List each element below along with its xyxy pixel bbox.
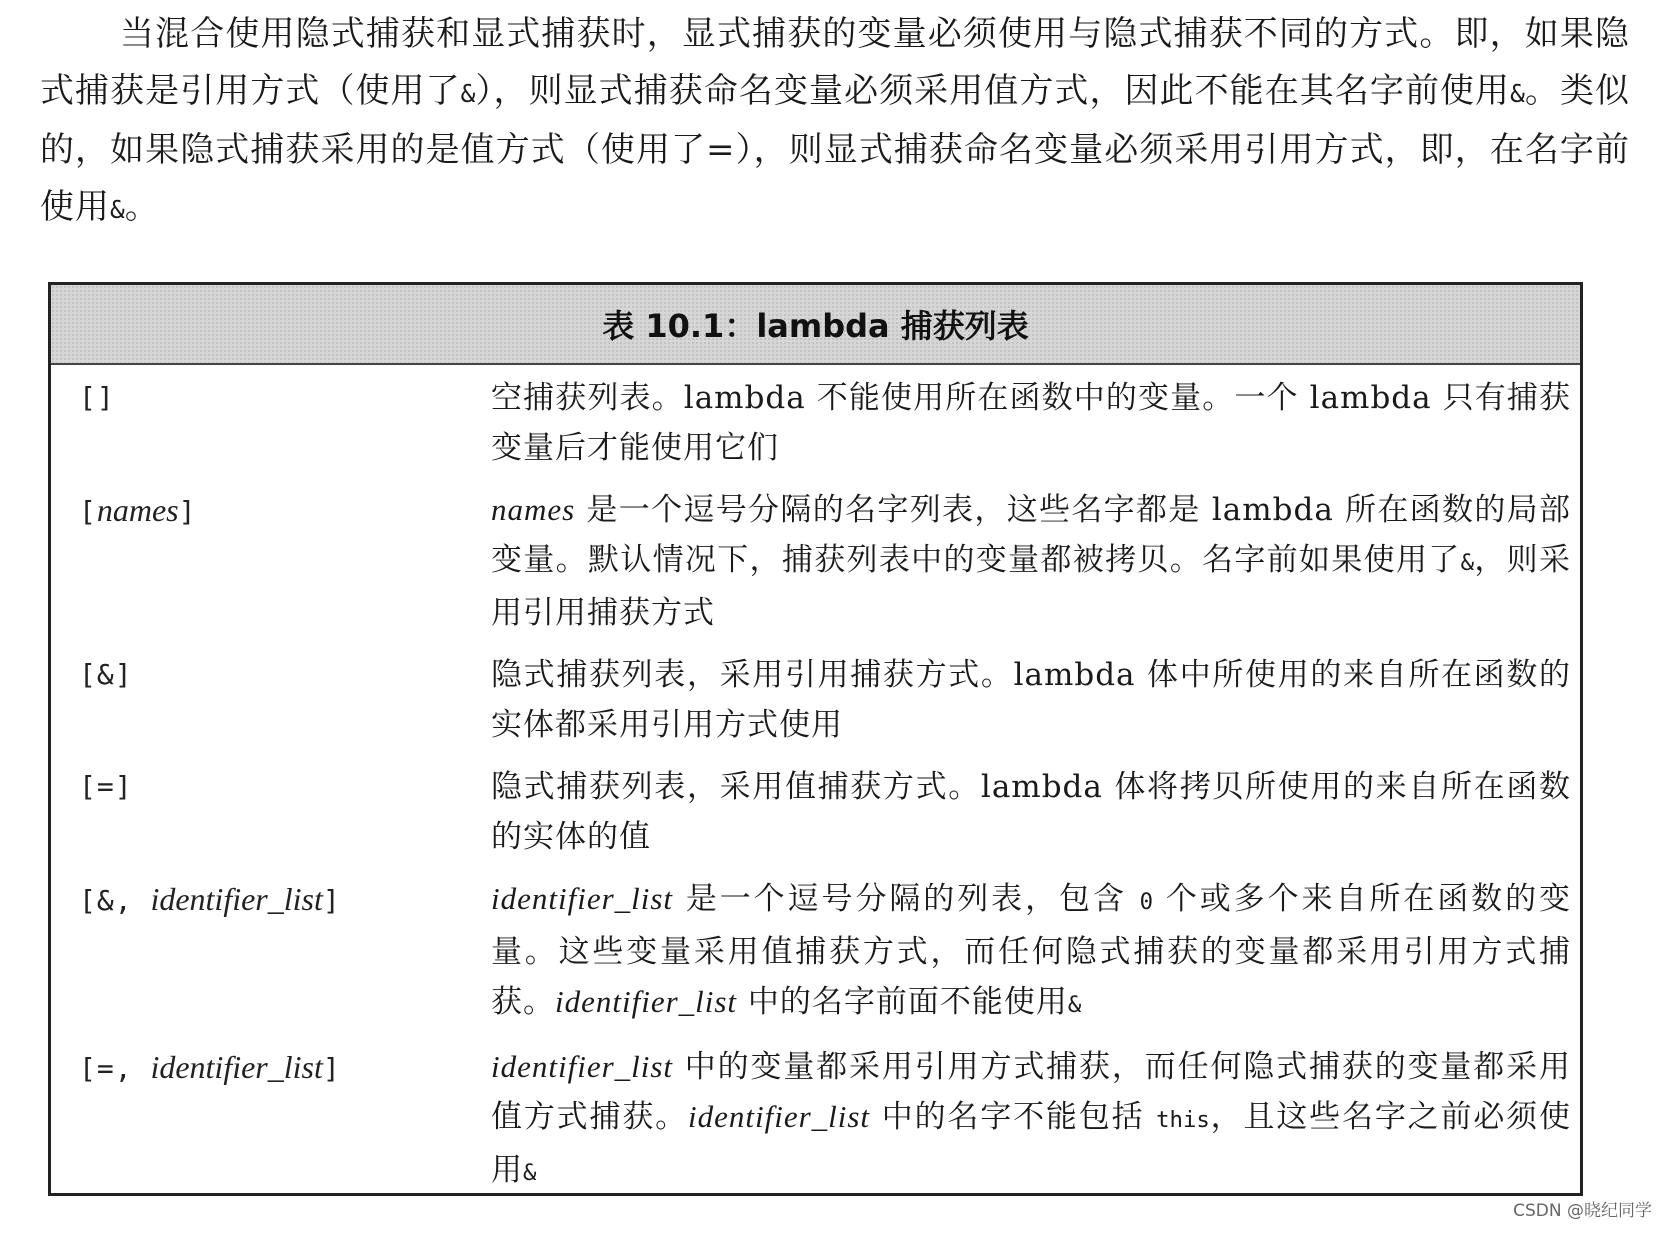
desc-param: identifier_list xyxy=(491,1049,674,1084)
capture-description xyxy=(491,874,1571,1030)
capture-syntax: [&] xyxy=(79,658,133,691)
table-row-reference-identifier-list xyxy=(51,874,1580,1030)
desc-text: 是一个逗号分隔的列表，包含 xyxy=(673,881,1140,917)
desc-code: & xyxy=(1067,992,1082,1018)
table-row-value-identifier-list xyxy=(51,1042,1580,1198)
intro-code-amp-1: & xyxy=(460,79,476,108)
capture-syntax: [=] xyxy=(79,770,133,803)
desc-text: 是一个逗号分隔的名字列表，这些名字都是 lambda 所在函数的局部变量。默认情况下，捕获列表中的变量都被拷贝。名字前如果使用了 xyxy=(491,492,1571,578)
capture-bracket-open: [&, xyxy=(79,884,151,917)
desc-code: & xyxy=(1460,550,1475,576)
table-row-implicit-value xyxy=(51,762,1580,862)
capture-syntax xyxy=(51,485,491,638)
table-row-empty-capture xyxy=(51,373,1580,473)
desc-text: ，则采用引用捕获方式 xyxy=(491,542,1572,631)
desc-text: 个或多个来自所在函数的变量。这些变量采用值捕获方式，而任何隐式捕获的变量都采用引用方式捕获。 xyxy=(491,881,1571,1020)
capture-description xyxy=(491,485,1571,638)
capture-description xyxy=(491,1042,1571,1198)
desc-code: 0 xyxy=(1139,889,1154,915)
desc-text: ，且这些名字之前必须使用 xyxy=(491,1099,1572,1188)
watermark: CSDN @晓纪同学 xyxy=(1513,1201,1652,1221)
intro-code-amp-2: & xyxy=(1510,79,1525,108)
desc-param: identifier_list xyxy=(491,881,674,916)
capture-description: 空捕获列表。lambda 不能使用所在函数中的变量。一个 lambda 只有捕获变量后才能使用它们 xyxy=(491,380,1571,466)
intro-text-1: 当混合使用隐式捕获和显式捕获时，显式捕获的变量必须使用与隐式捕获不同的方式。即，如果隐式捕获是引用方式（使用了 xyxy=(40,14,1630,111)
capture-bracket-close: ] xyxy=(322,1052,341,1085)
table-body xyxy=(51,365,1580,1198)
capture-bracket-close: ] xyxy=(322,884,341,917)
intro-text-3: 。类似的，如果隐式捕获采用的是值方式（使用了=），则显式捕获命名变量必须采用引用方式，即，在名字前使用 xyxy=(40,71,1631,227)
desc-param: identifier_list xyxy=(688,1099,871,1134)
desc-text: 中的名字前面不能使用 xyxy=(737,984,1068,1020)
capture-param: names xyxy=(96,492,179,528)
capture-syntax xyxy=(51,874,491,1030)
capture-bracket-open: [=, xyxy=(79,1052,151,1085)
desc-param: identifier_list xyxy=(555,984,738,1019)
desc-code: & xyxy=(523,1160,537,1186)
capture-param: identifier_list xyxy=(150,1049,323,1085)
intro-text-2: ），则显式捕获命名变量必须采用值方式，因此不能在其名字前使用 xyxy=(475,71,1511,111)
desc-param: names xyxy=(491,492,576,527)
desc-text: 中的名字不能包括 xyxy=(870,1099,1157,1135)
intro-code-amp-3: & xyxy=(110,195,125,224)
capture-bracket-close: ] xyxy=(178,495,197,528)
capture-description: 隐式捕获列表，采用引用捕获方式。lambda 体中所使用的来自所在函数的实体都采用引用方式使用 xyxy=(491,657,1571,743)
capture-bracket-open: [ xyxy=(79,495,97,528)
intro-text-4: 。 xyxy=(124,187,160,227)
capture-syntax: [] xyxy=(79,381,115,414)
capture-param: identifier_list xyxy=(150,881,323,917)
capture-description: 隐式捕获列表，采用值捕获方式。lambda 体将拷贝所使用的来自所在函数的实体的值 xyxy=(491,769,1571,855)
table-row-implicit-reference xyxy=(51,650,1580,750)
intro-paragraph xyxy=(40,6,1630,238)
table-row-names xyxy=(51,485,1580,638)
table-title: 表 10.1：lambda 捕获列表 xyxy=(51,285,1580,365)
capture-syntax xyxy=(51,1042,491,1198)
desc-code: this xyxy=(1156,1107,1210,1133)
desc-text: 中的变量都采用引用方式捕获，而任何隐式捕获的变量都采用值方式捕获。 xyxy=(491,1049,1571,1135)
capture-list-table xyxy=(48,282,1583,1196)
